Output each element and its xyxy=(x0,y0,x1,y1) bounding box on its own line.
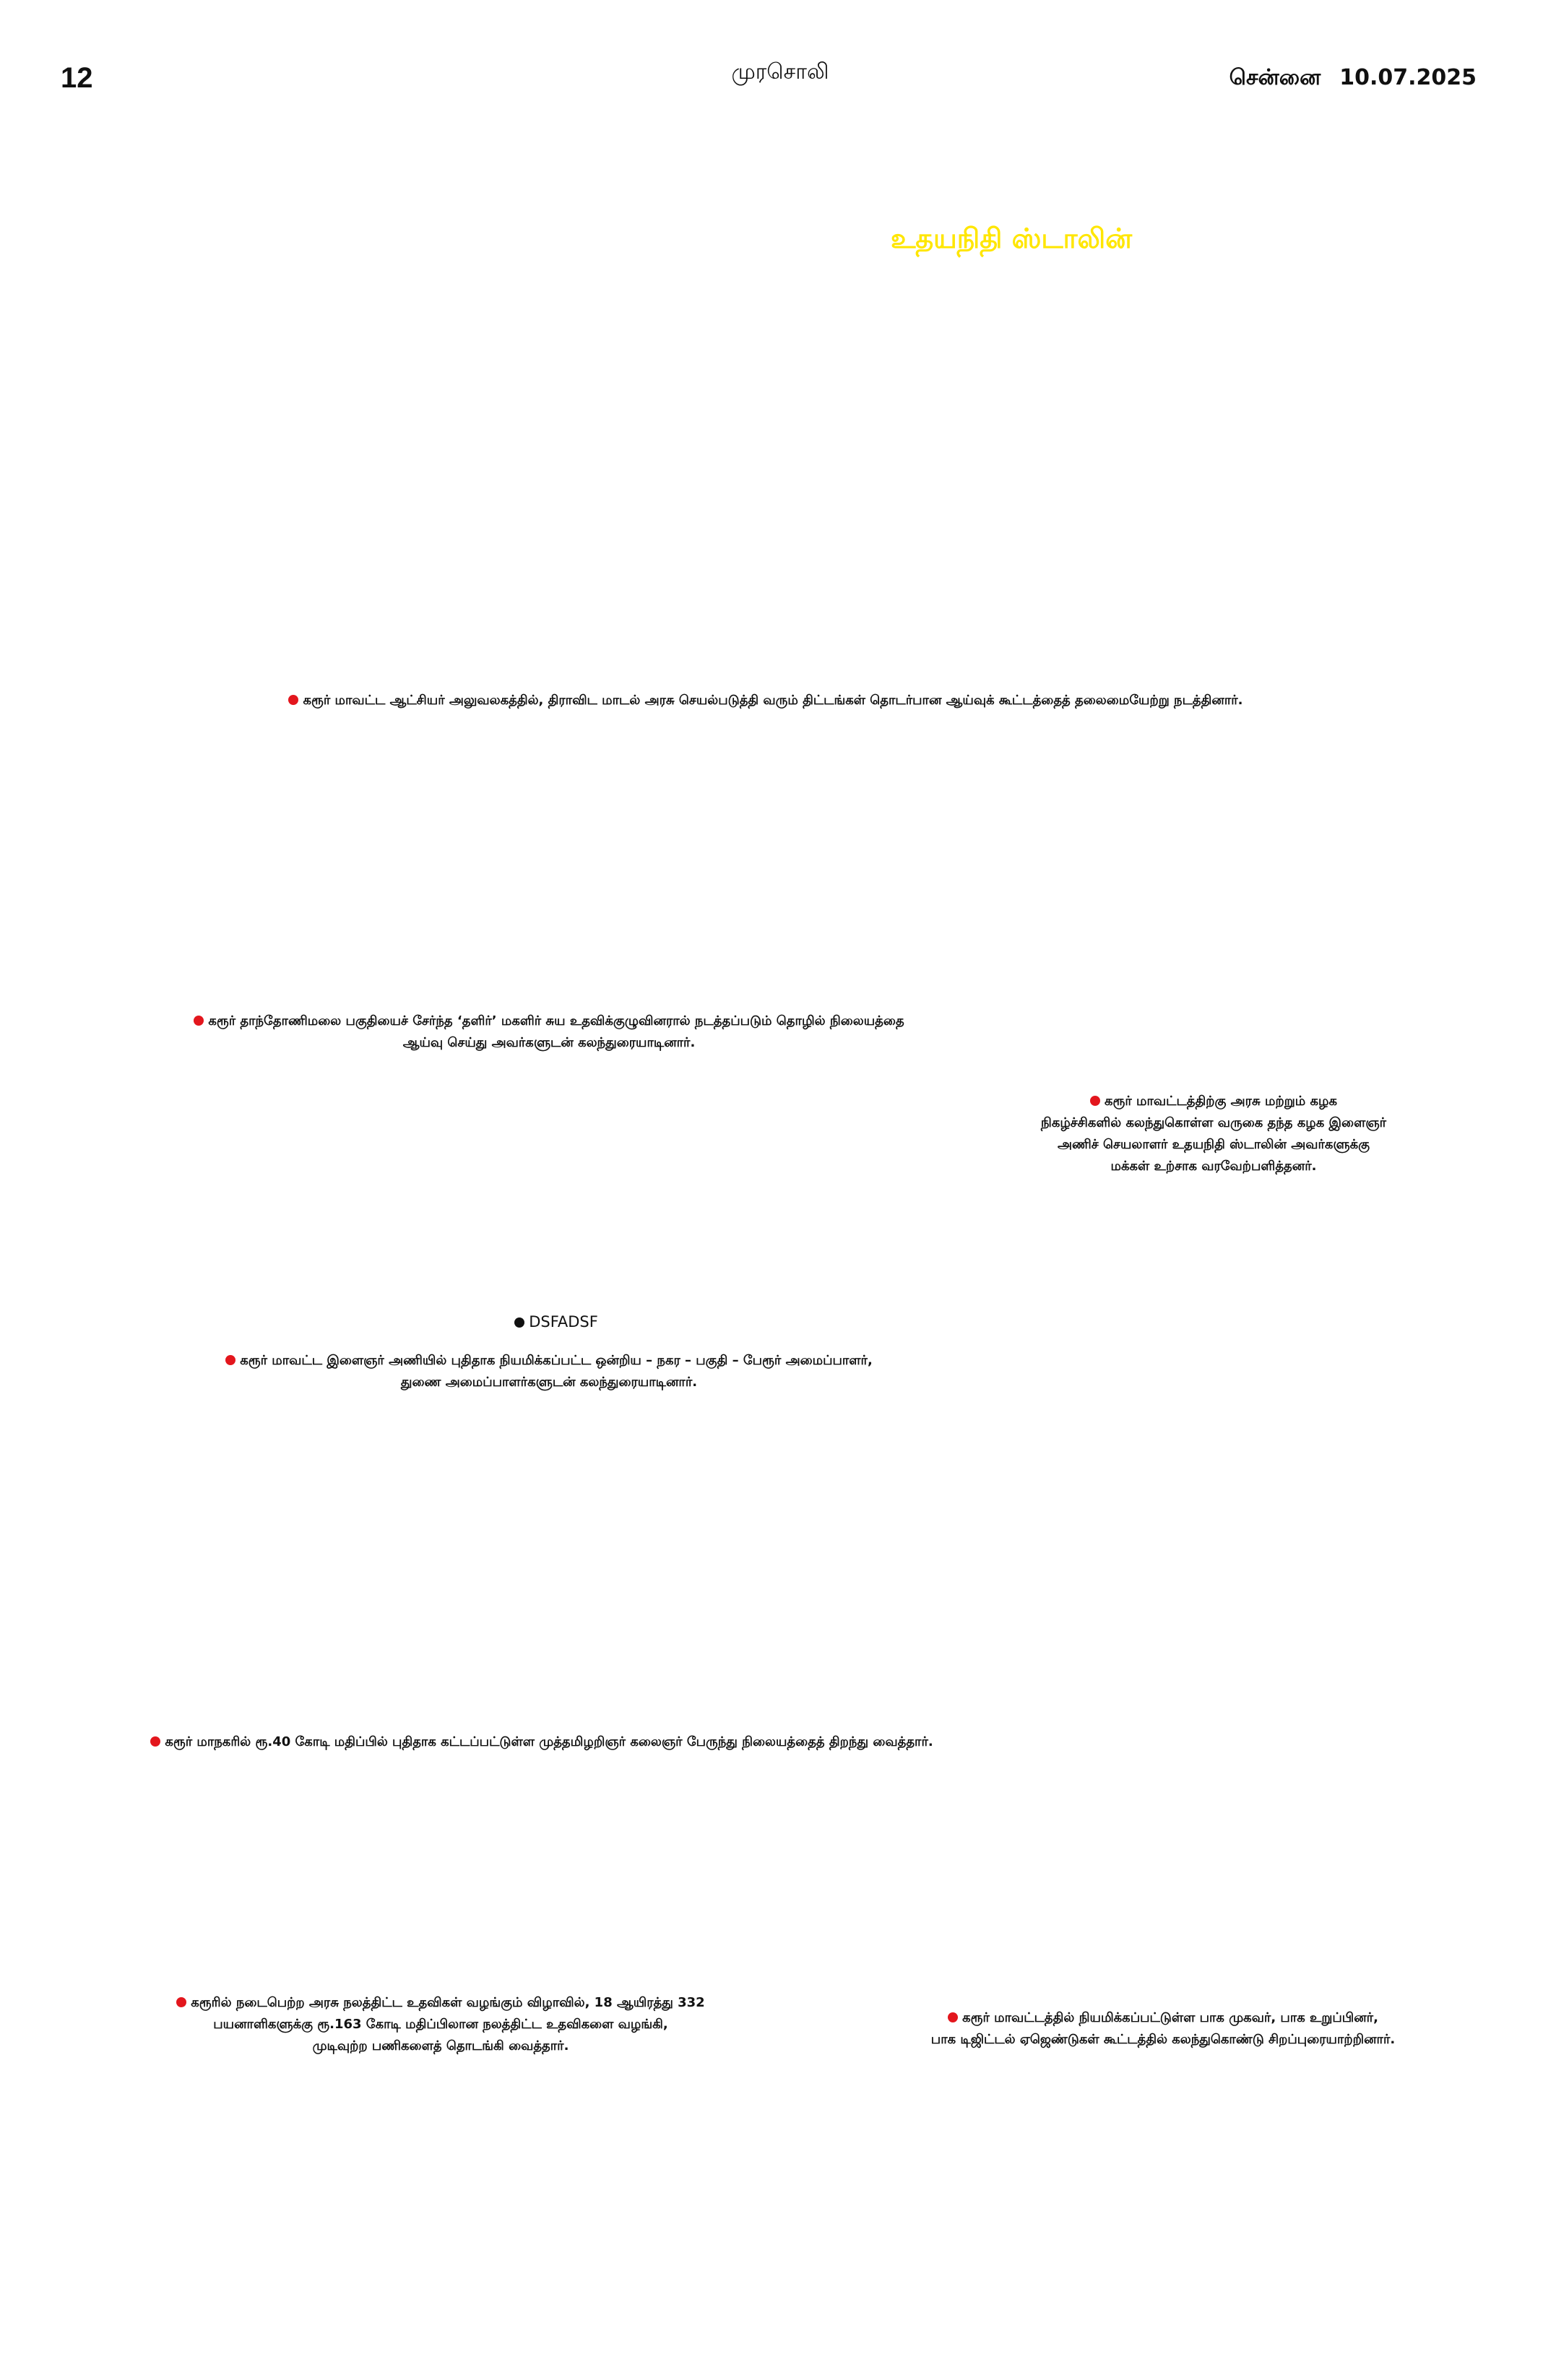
caption-welcome xyxy=(997,1091,1430,1177)
caption-line: கரூர் தாந்தோணிமலை பகுதியைச் சேர்ந்த ‘தளிர்’ மகளிர் சுய உதவிக்குழுவினரால் நடத்தப்படும் தொழில் நிலையத்தை xyxy=(144,1011,954,1032)
caption-line: கரூர் மாவட்ட ஆட்சியர் அலுவலகத்தில், திராவிட மாடல் அரசு செயல்படுத்தி வரும் திட்டங்கள் தொடர்பான ஆய்வுக் கூட்டத்தைத் தலைமையேற்று நடத்தினார். xyxy=(303,693,1243,708)
caption-line: கரூர் மாவட்டத்தில் நியமிக்கப்பட்டுள்ள பாக முகவர், பாக உறுப்பினர், xyxy=(867,2007,1459,2029)
caption-placeholder xyxy=(433,1311,679,1333)
caption-line: பயனாளிகளுக்கு ரூ.163 கோடி மதிப்பிலான நலத்திட்ட உதவிகளை வழங்கி, xyxy=(213,2017,668,2032)
bullet-icon xyxy=(176,1997,186,2007)
bullet-icon xyxy=(194,1016,204,1026)
caption-line: அணிச் செயலாளர் உதயநிதி ஸ்டாலின் அவர்களுக்கு xyxy=(1058,1137,1370,1152)
caption-line: துணை அமைப்பாளர்களுடன் கலந்துரையாடினார். xyxy=(400,1375,698,1390)
bullet-icon xyxy=(948,2012,958,2022)
dateline-date: 10.07.2025 xyxy=(1339,65,1477,90)
caption-booth-agents xyxy=(867,2007,1459,2051)
bullet-icon xyxy=(288,695,298,705)
dateline-city: சென்னை xyxy=(1229,65,1321,90)
caption-youth-wing xyxy=(173,1350,925,1393)
caption-line: ஆய்வு செய்து அவர்களுடன் கலந்துரையாடினார். xyxy=(402,1035,696,1050)
caption-review-meeting xyxy=(231,690,1300,711)
caption-line: நிகழ்ச்சிகளில் கலந்துகொள்ள வருகை தந்த கழக இளைஞர் xyxy=(1040,1115,1387,1130)
bullet-icon xyxy=(514,1317,524,1328)
headline: உதயநிதி ஸ்டாலின் xyxy=(890,222,1133,254)
caption-line: மக்கள் உற்சாக வரவேற்பளித்தனர். xyxy=(1110,1159,1317,1174)
caption-line: பாக டிஜிட்டல் ஏஜெண்டுகள் கூட்டத்தில் கலந்துகொண்டு சிறப்புரையாற்றினார். xyxy=(930,2032,1396,2047)
caption-line: கரூர் மாவட்ட இளைஞர் அணியில் புதிதாக நியமிக்கப்பட்ட ஒன்றிய – நகர – பகுதி – பேரூர் அமைப்பாளர், xyxy=(173,1350,925,1372)
bullet-icon xyxy=(150,1736,160,1747)
bullet-icon xyxy=(1090,1096,1100,1106)
caption-bus-stand xyxy=(101,1731,982,1753)
caption-line: DSFADSF xyxy=(529,1313,598,1330)
caption-line: கரூரில் நடைபெற்ற அரசு நலத்திட்ட உதவிகள் வழங்கும் விழாவில், 18 ஆயிரத்து 332 xyxy=(130,1992,751,2014)
caption-line: கரூர் மாநகரில் ரூ.40 கோடி மதிப்பில் புதிதாக கட்டப்பட்டுள்ள முத்தமிழறிஞர் கலைஞர் பேருந்து நிலையத்தைத் திறந்து வைத்தார். xyxy=(165,1734,933,1749)
bullet-icon xyxy=(225,1355,235,1365)
page-number: 12 xyxy=(61,62,93,94)
caption-women-self-help xyxy=(144,1011,954,1054)
masthead-title: முரசொலி xyxy=(731,59,829,85)
caption-line: கரூர் மாவட்டத்திற்கு அரசு மற்றும் கழக xyxy=(997,1091,1430,1112)
dateline xyxy=(1229,64,1477,92)
caption-welfare-event xyxy=(130,1992,751,2057)
caption-line: முடிவுற்ற பணிகளைத் தொடங்கி வைத்தார். xyxy=(312,2038,569,2054)
